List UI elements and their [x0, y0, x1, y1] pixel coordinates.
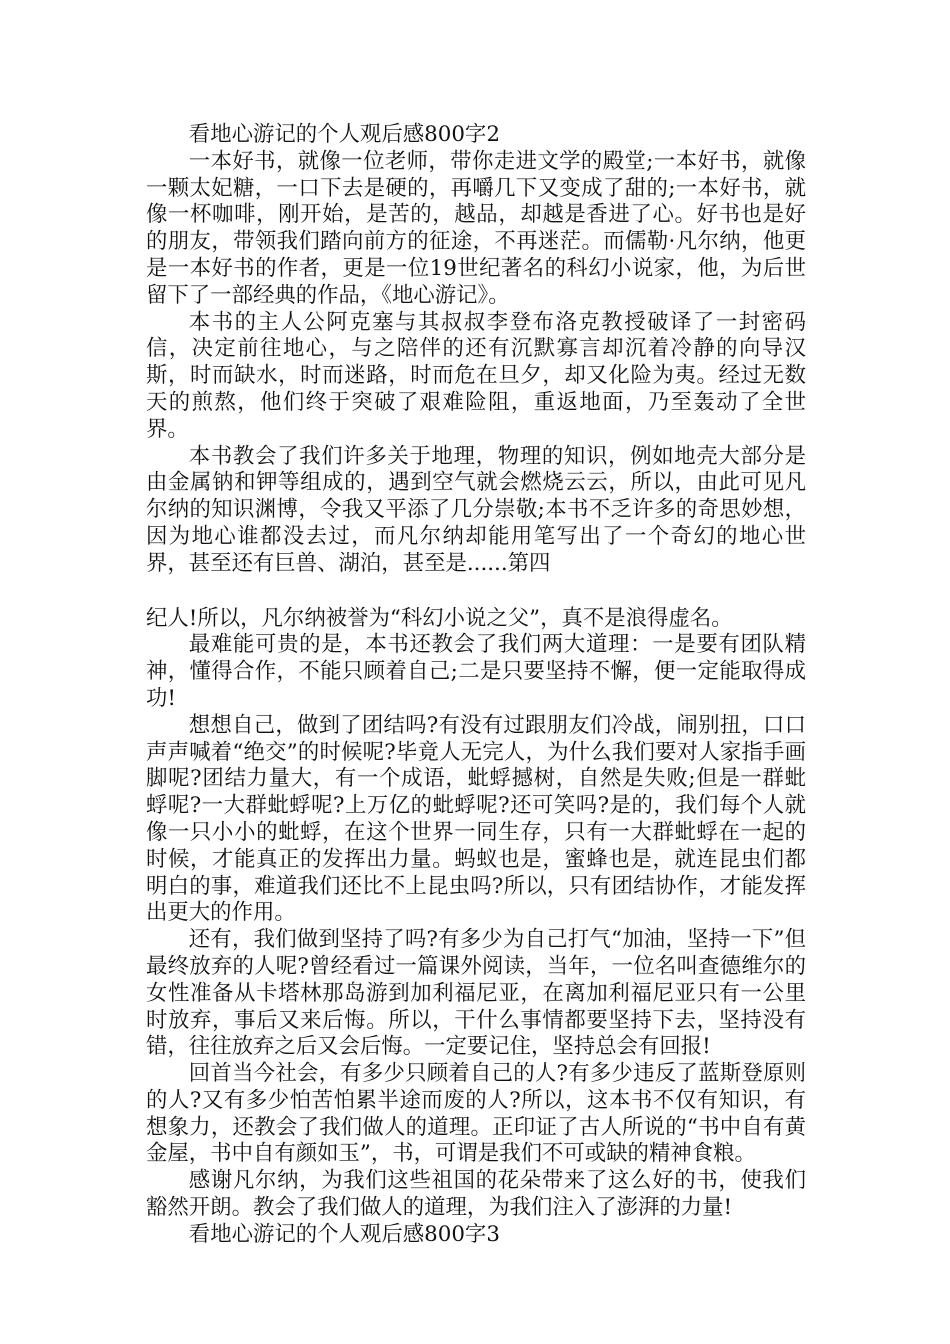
page-gap [146, 578, 806, 606]
section-heading-next: 看地心游记的个人观后感800字3 [188, 1221, 500, 1247]
paragraph-good-books: 一本好书，就像一位老师，带你走进文学的殿堂;一本好书，就像一颗太妃糖，一口下去是硬的，再嚼几下又变成了甜的;一本好书，就像一杯咖啡，刚开始，是苦的，越品，却越是香进了心。好书也是好的朋友，带领我们踏向前方的征途，不再迷茫。而儒勒·凡尔纳，他更是一本好书的作者，更是一位19世纪著名的科幻小说家，他，为后世留下了一部经典的作品，《地心游记》。 [146, 148, 806, 308]
paragraph-continuation: 纪人!所以，凡尔纳被誉为“科幻小说之父”，真不是浪得虚名。 [146, 605, 733, 631]
paragraph-two-lessons: 最难能可贵的是，本书还教会了我们两大道理：一是要有团队精神，懂得合作，不能只顾着自己;二是只要坚持不懈，便一定能取得成功! [146, 632, 806, 711]
paragraph-knowledge: 本书教会了我们许多关于地理，物理的知识，例如地壳大部分是由金属钠和钾等组成的，遇到空气就会燃烧云云，所以，由此可见凡尔纳的知识渊博，令我又平添了几分崇敬;本书不乏许多的奇思妙想，因为地心谁都没去过，而凡尔纳却能用笔写出了一个奇幻的地心世界，甚至还有巨兽、湖泊，甚至是......第四 [146, 443, 806, 576]
paragraph-thanks: 感谢凡尔纳，为我们这些祖国的花朵带来了这么好的书，使我们豁然开朗。教会了我们做人的道理，为我们注入了澎湃的力量! [146, 1168, 806, 1221]
document-body [146, 122, 806, 1249]
paragraph-teamwork: 想想自己，做到了团结吗?有没有过跟朋友们冷战，闹别扭，口口声声喊着“绝交”的时候呢?毕竟人无完人，为什么我们要对人家指手画脚呢?团结力量大，有一个成语，蚍蜉撼树，自然是失败;但是一群蚍蜉呢?一大群蚍蜉呢?上万亿的蚍蜉呢?还可笑吗?是的，我们每个人就像一只小小的蚍蜉，在这个世界一同生存，只有一大群蚍蜉在一起的时候，才能真正的发挥出力量。蚂蚁也是，蜜蜂也是，就连昆虫们都明白的事，难道我们还比不上昆虫吗?所以，只有团结协作，才能发挥出更大的作用。 [146, 712, 806, 926]
paragraph-society: 回首当今社会，有多少只顾着自己的人?有多少违反了蓝斯登原则的人?又有多少怕苦怕累半途而废的人?所以，这本书不仅有知识，有想象力，还教会了我们做人的道理。正印证了古人所说的“书中自有黄金屋，书中自有颜如玉”，书，可谓是我们不可或缺的精神食粮。 [146, 1061, 806, 1167]
section-heading: 看地心游记的个人观后感800字2 [188, 122, 500, 147]
paragraph-plot-summary: 本书的主人公阿克塞与其叔叔李登布洛克教授破译了一封密码信，决定前往地心，与之陪伴的还有沉默寡言却沉着冷静的向导汉斯，时而缺水，时而迷路，时而危在旦夕，却又化险为夷。经过无数天的煎熬，他们终于突破了艰难险阻，重返地面，乃至轰动了全世界。 [146, 309, 806, 442]
paragraph-persistence: 还有，我们做到坚持了吗?有多少为自己打气“加油，坚持一下”但最终放弃的人呢?曾经看过一篇课外阅读，当年，一位名叫查德维尔的女性准备从卡塔林那岛游到加利福尼亚，在离加利福尼亚只有一公里时放弃，事后又来后悔。所以，干什么事情都要坚持下去，坚持没有错，往往放弃之后又会后悔。一定要记住，坚持总会有回报! [146, 927, 806, 1060]
